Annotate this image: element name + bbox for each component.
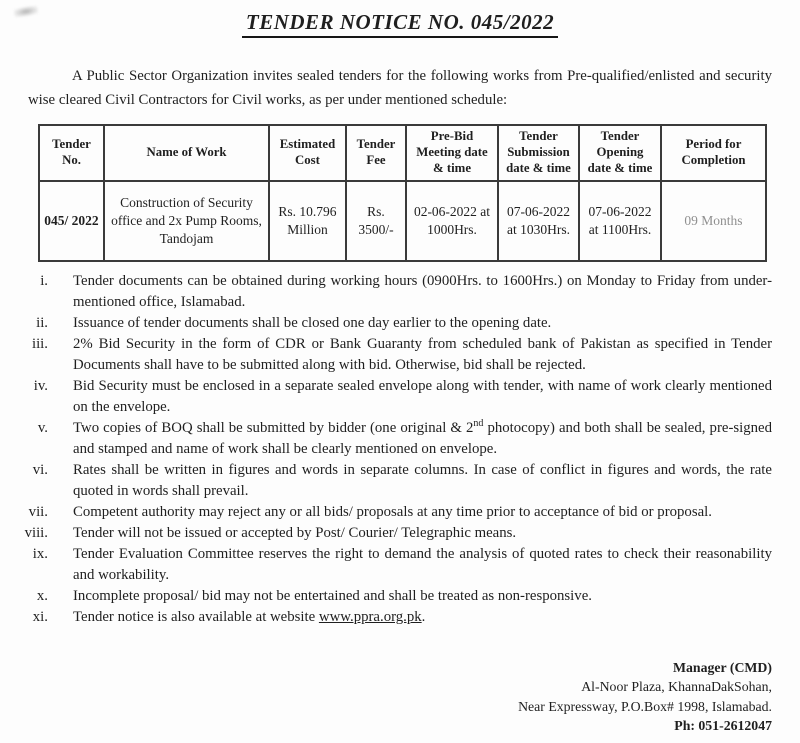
term-item: [0, 418, 772, 460]
terms-list: [0, 271, 772, 628]
page-title: TENDER NOTICE NO. 045/2022: [242, 10, 558, 38]
column-header-tender-no: Tender No.: [39, 125, 104, 181]
term-text: Bid Security must be enclosed in a separate sealed envelope along with tender, with name of work clearly mentioned on the envelope.: [73, 377, 772, 415]
tender-schedule-table: [38, 124, 767, 262]
term-number: iv.: [33, 377, 48, 394]
tender-submission-cell: 07-06-2022 at 1030Hrs.: [498, 181, 579, 261]
term-number: ix.: [32, 545, 48, 562]
column-header-name-of-work: Name of Work: [104, 125, 269, 181]
term-item: [0, 313, 772, 334]
term-text-pre: Two copies of BOQ shall be submitted by bidder (one original & 2: [73, 419, 474, 436]
estimated-cost-cell: Rs. 10.796 Million: [269, 181, 346, 261]
signature-block: [0, 658, 772, 736]
column-header-estimated-cost: Estimated Cost: [269, 125, 346, 181]
term-text: Tender Evaluation Committee reserves the right to demand the analysis of quoted rates to check their reasonability and workability.: [73, 545, 772, 583]
term-item: [0, 544, 772, 586]
address-line-2: Near Expressway, P.O.Box# 1998, Islamabad.: [518, 698, 772, 714]
term-item: [0, 376, 772, 418]
term-item: [0, 334, 772, 376]
intro-paragraph: A Public Sector Organization invites sealed tenders for the following works from Pre-qualified/enlisted and security wise cleared Civil Contractors for Civil works, as per under mentioned schedule:: [28, 68, 772, 108]
website-link: www.ppra.org.pk: [318, 608, 422, 625]
tender-fee-cell: Rs. 3500/-: [346, 181, 406, 261]
table-row: [39, 181, 766, 261]
pre-bid-meeting-cell: 02-06-2022 at 1000Hrs.: [406, 181, 498, 261]
ordinal-superscript: nd: [473, 418, 484, 430]
term-item: [0, 502, 772, 523]
column-header-tender-fee: Tender Fee: [346, 125, 406, 181]
term-text-post: photocopy) and both shall be sealed, pre-signed and stamped and name of work shall be clearly mentioned on envelope.: [73, 419, 772, 457]
term-text: Tender will not be issued or accepted by Post/ Courier/ Telegraphic means.: [73, 524, 517, 541]
term-number: i.: [40, 272, 48, 289]
term-item: [0, 607, 772, 628]
column-header-pre-bid-meeting: Pre-Bid Meeting date & time: [406, 125, 498, 181]
term-number: iii.: [31, 335, 48, 352]
tender-opening-cell: 07-06-2022 at 1100Hrs.: [579, 181, 661, 261]
address-line-1: Al-Noor Plaza, KhannaDakSohan,: [581, 679, 772, 695]
term-number: xi.: [32, 608, 48, 625]
term-text: [48, 607, 772, 628]
term-number: v.: [37, 419, 48, 436]
term-number: viii.: [24, 524, 48, 541]
term-number: ii.: [36, 314, 48, 331]
period-for-completion-cell: 09 Months: [661, 181, 766, 261]
name-of-work-cell: Construction of Security office and 2x Pump Rooms, Tandojam: [104, 181, 269, 261]
signatory-title: Manager (CMD): [673, 659, 772, 675]
term-text: Competent authority may reject any or all bids/ proposals at any time prior to acceptance of bid or proposal.: [73, 503, 712, 520]
term-text: Rates shall be written in figures and words in separate columns. In case of conflict in figures and words, the rate quoted in words shall prevail.: [73, 461, 772, 499]
term-number: vi.: [32, 461, 48, 478]
term-text-post: .: [421, 608, 426, 625]
term-item: [0, 271, 772, 313]
term-text: 2% Bid Security in the form of CDR or Bank Guaranty from scheduled bank of Pakistan as specified in Tender Documents shall have to be submitted along with bid. Otherwise, bid shall be rejected.: [73, 335, 772, 373]
term-item: [0, 586, 772, 607]
term-text: [48, 418, 772, 460]
term-text: Issuance of tender documents shall be closed one day earlier to the opening date.: [73, 314, 552, 331]
term-item: [0, 460, 772, 502]
term-text: Tender documents can be obtained during working hours (0900Hrs. to 1600Hrs.) on Monday to Friday from under- mentioned office, Islamabad.: [73, 272, 772, 310]
term-item: [0, 523, 772, 544]
tender-no-cell: 045/ 2022: [39, 181, 104, 261]
term-number: x.: [36, 587, 48, 604]
column-header-period-for-completion: Period for Completion: [661, 125, 766, 181]
column-header-tender-submission: Tender Submission date & time: [498, 125, 579, 181]
table-header-row: [39, 125, 766, 181]
term-text: Incomplete proposal/ bid may not be entertained and shall be treated as non-responsive.: [73, 587, 592, 604]
column-header-tender-opening: Tender Opening date & time: [579, 125, 661, 181]
phone-number: Ph: 051-2612047: [674, 718, 772, 734]
term-text-pre: Tender notice is also available at website: [73, 608, 319, 625]
term-number: vii.: [28, 503, 48, 520]
title-wrap: [0, 10, 800, 38]
